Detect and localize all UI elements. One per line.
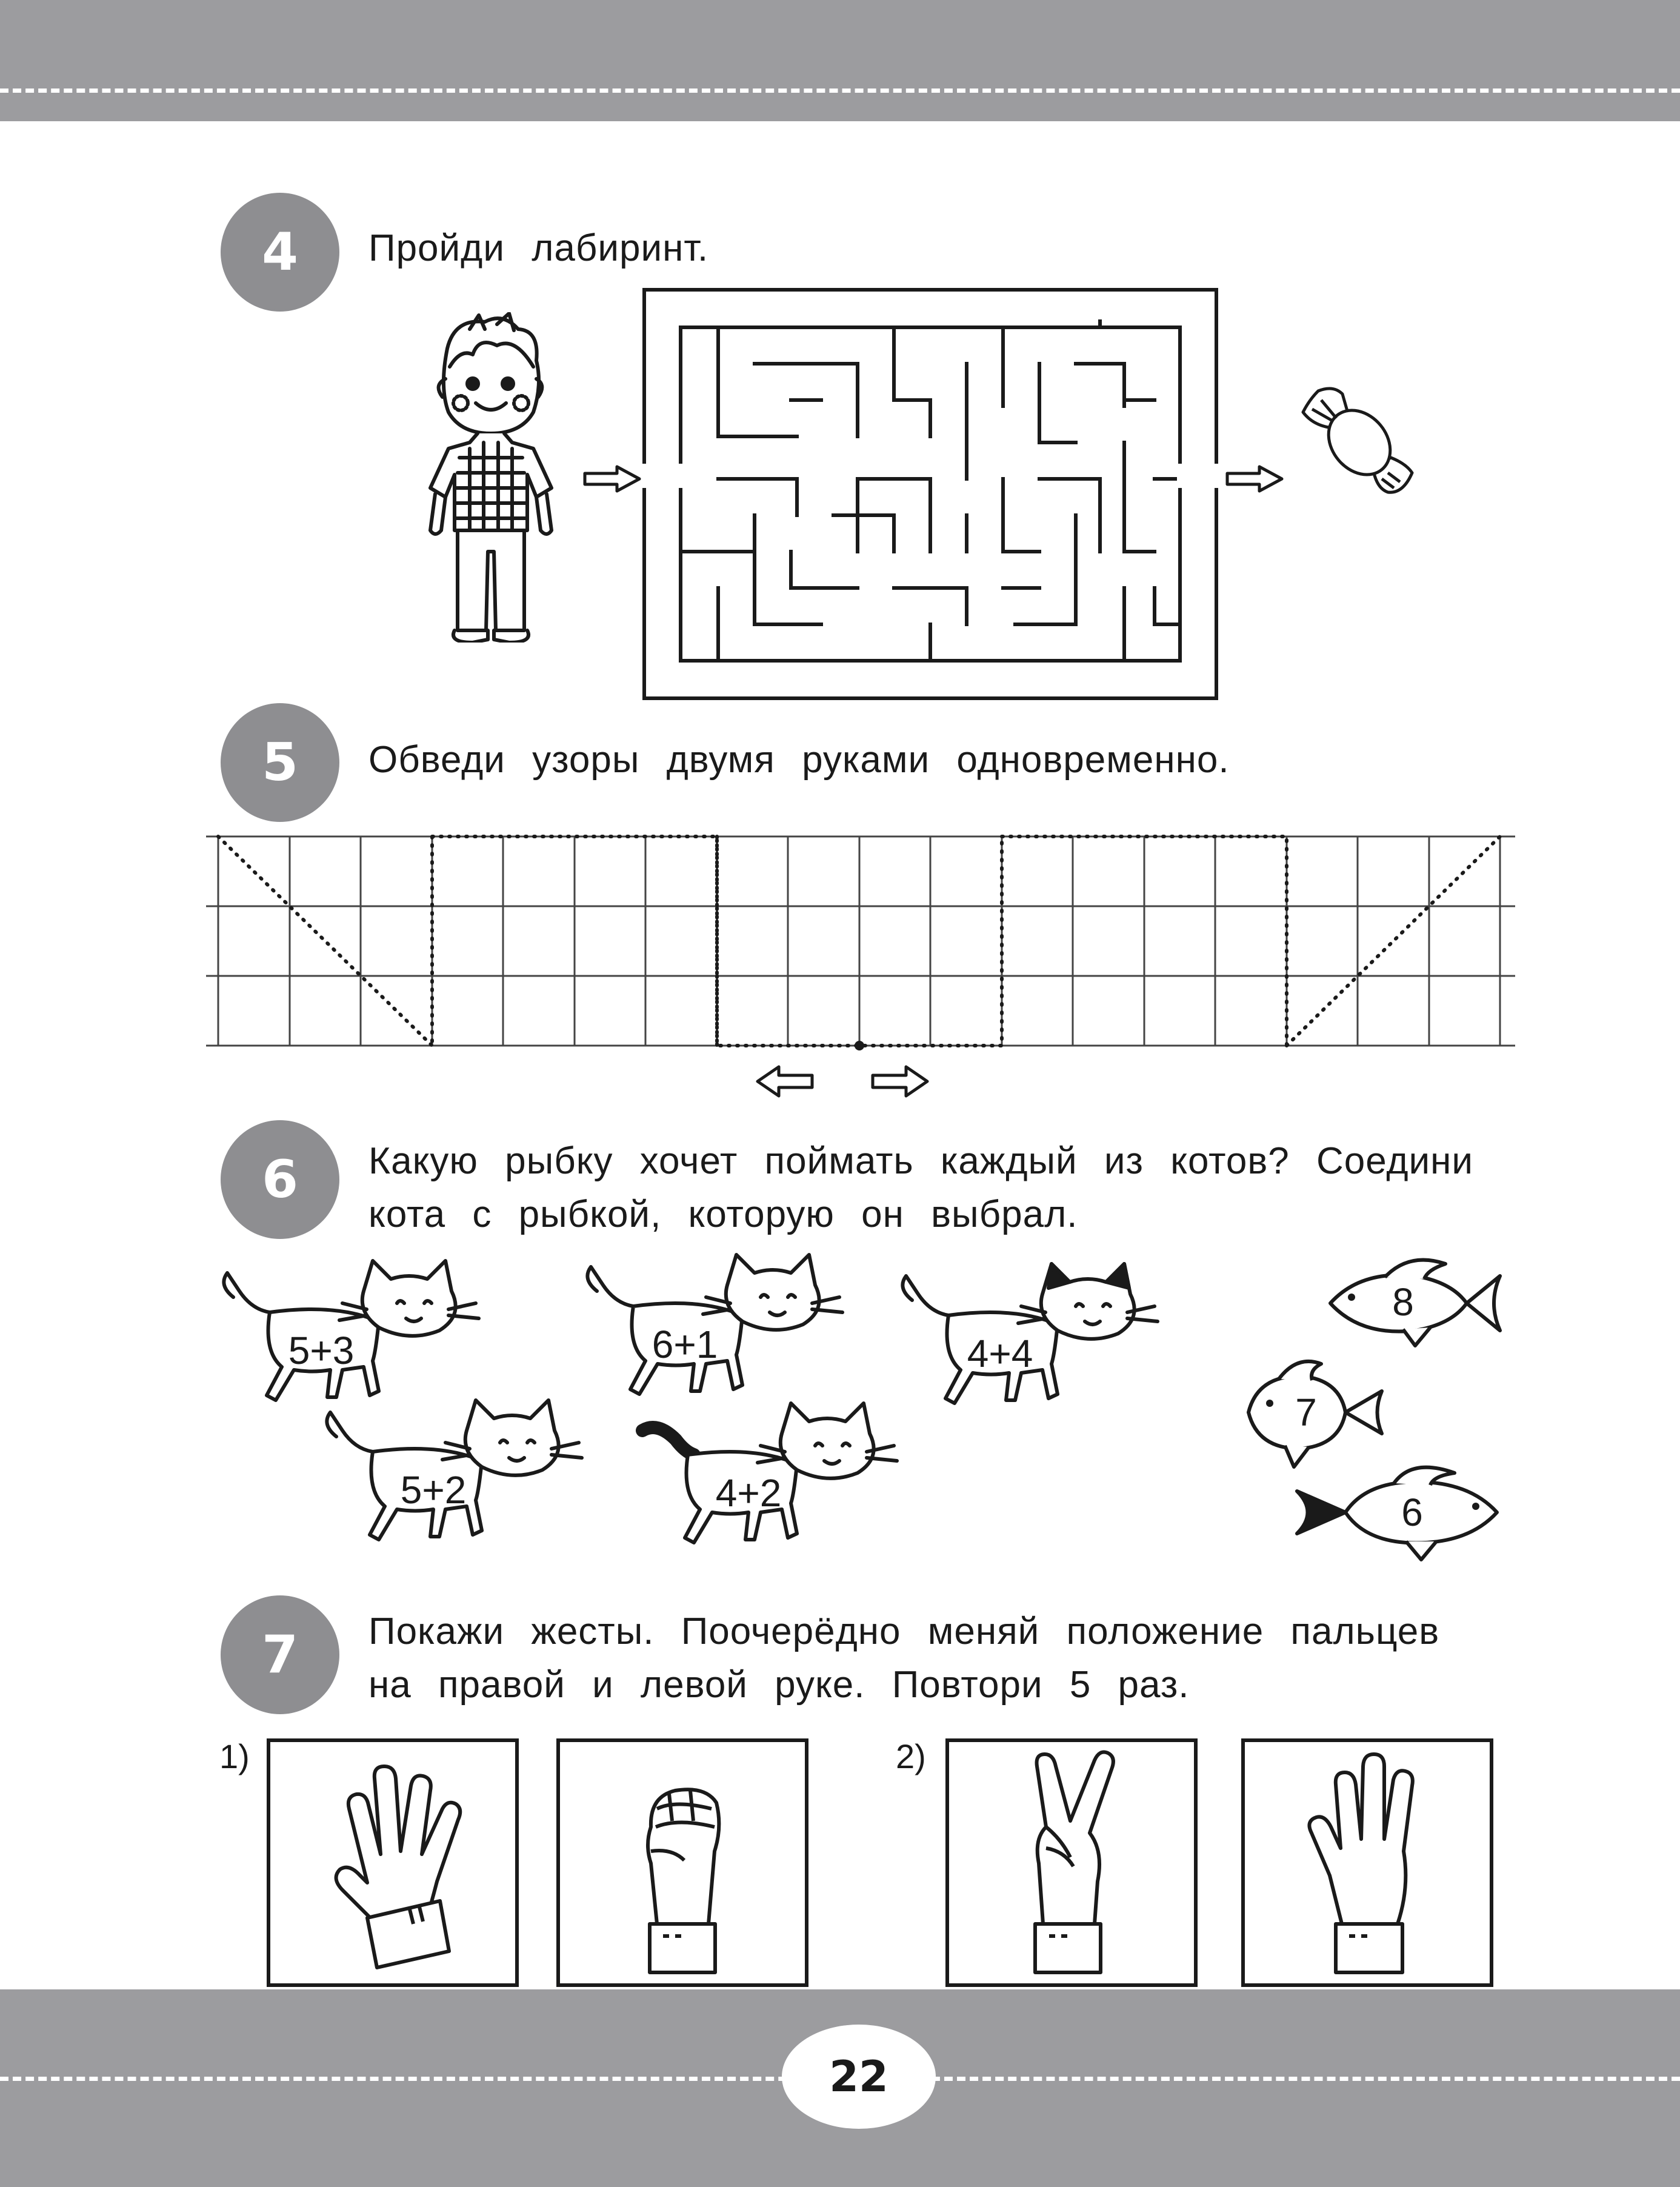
fist-icon (560, 1742, 805, 1983)
task-6-text-line2: кота с рыбкой, которую он выбрал. (368, 1194, 1078, 1235)
right-arrow-icon (870, 1062, 930, 1101)
task-7-text-line1: Покажи жесты. Поочерёдно меняй положение пальцев (368, 1611, 1440, 1652)
task-5-number: 5 (221, 703, 339, 822)
task-4-text: Пройди лабиринт. (368, 227, 709, 269)
cat-expression: 5+3 (288, 1329, 355, 1372)
tracing-grid (200, 824, 1521, 1055)
task-7-number: 7 (221, 1595, 339, 1714)
cat-expression: 5+2 (400, 1468, 467, 1512)
cat-illustration (318, 1394, 609, 1576)
top-band (0, 0, 1680, 121)
v-sign-icon (949, 1742, 1194, 1983)
task-6-text-line1: Какую рыбку хочет поймать каждый из котов? Соедини (368, 1140, 1474, 1182)
gesture-card (1241, 1738, 1493, 1987)
right-arrow-icon (582, 464, 642, 494)
boy-illustration (412, 312, 570, 643)
open-palm-icon (1245, 1742, 1490, 1983)
cat-expression: 4+4 (967, 1332, 1033, 1375)
gesture-group-1-label: 1) (219, 1737, 250, 1775)
cat-illustration (633, 1397, 924, 1579)
left-arrow-icon (755, 1062, 815, 1101)
task-7-text-line2: на правой и левой руке. Повтори 5 раз. (368, 1664, 1190, 1706)
fish-illustration (1291, 1458, 1503, 1567)
candy-icon (1291, 382, 1424, 503)
top-dashed-line (0, 88, 1680, 93)
gesture-card (945, 1738, 1198, 1987)
maze (639, 285, 1221, 703)
task-6-number: 6 (221, 1120, 339, 1239)
cat-expression: 6+1 (652, 1323, 718, 1366)
task-5-text: Обведи узоры двумя руками одновременно. (368, 739, 1230, 781)
fish-illustration (1242, 1355, 1388, 1470)
fish-value: 6 (1401, 1491, 1423, 1534)
fish-value: 7 (1295, 1391, 1317, 1434)
task-7-text (368, 1605, 1439, 1712)
gesture-group-2-label: 2) (896, 1737, 926, 1775)
gesture-card (267, 1738, 519, 1987)
task-6-text (368, 1135, 1473, 1241)
open-palm-icon (270, 1742, 515, 1983)
fish-illustration (1324, 1252, 1506, 1355)
fish-value: 8 (1392, 1280, 1414, 1324)
cat-illustration (894, 1258, 1185, 1440)
page-number: 22 (782, 2025, 936, 2129)
right-arrow-icon (1224, 464, 1285, 494)
cat-expression: 4+2 (715, 1471, 782, 1515)
task-4-number: 4 (221, 193, 339, 312)
gesture-card (556, 1738, 808, 1987)
